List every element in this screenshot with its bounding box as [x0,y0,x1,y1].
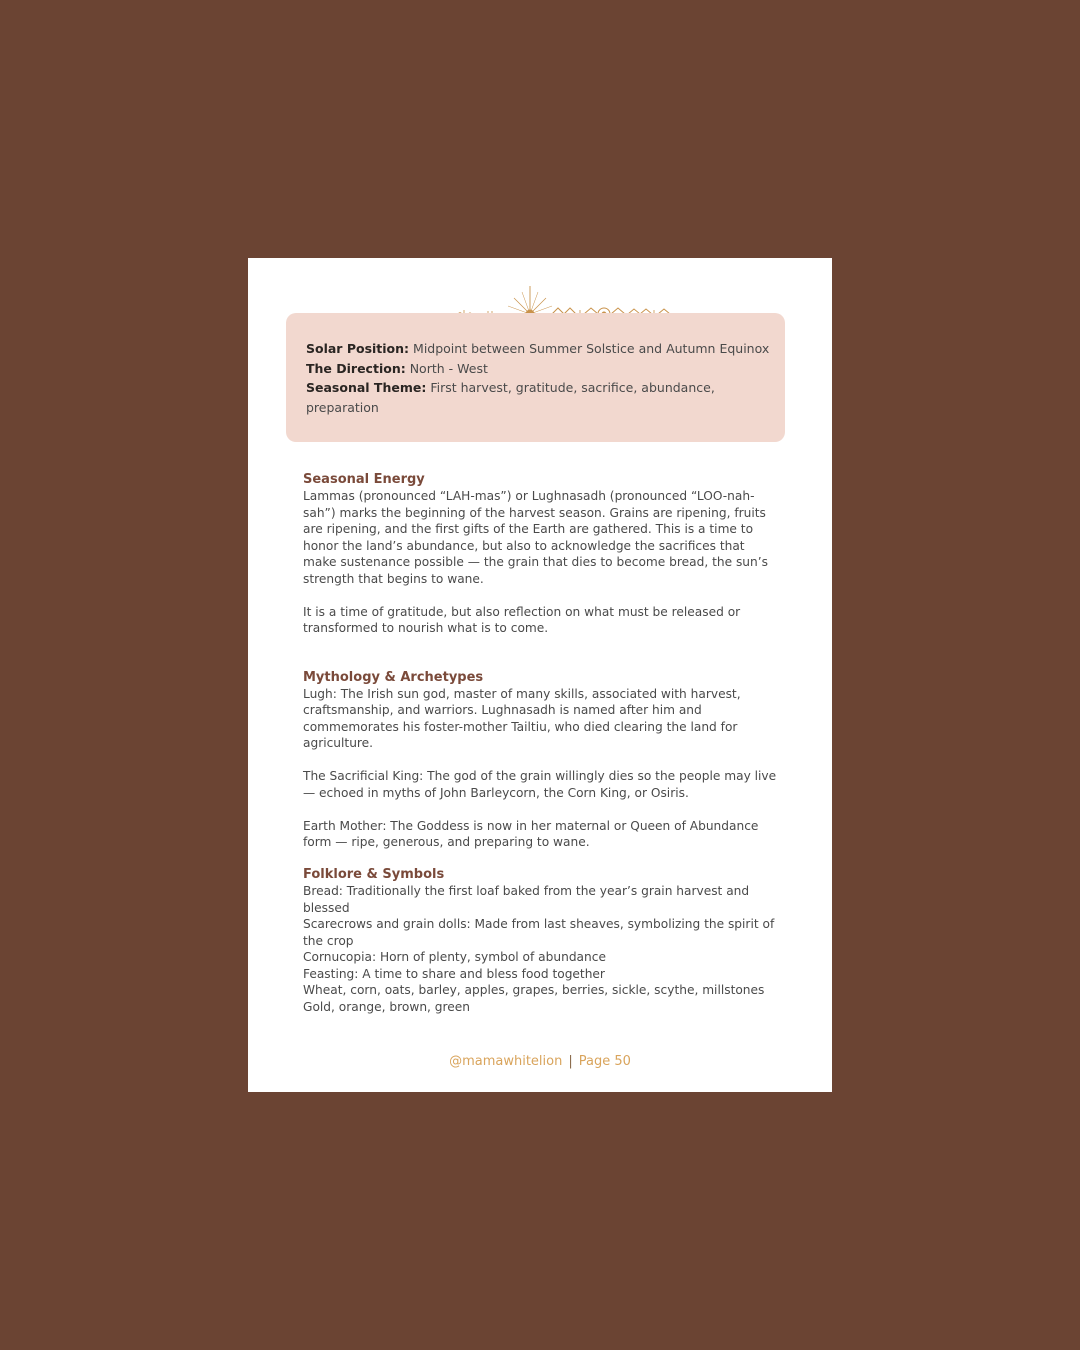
footer-handle: @mamawhitelion [449,1054,563,1069]
folklore-heading: Folklore & Symbols [303,867,445,882]
page-content [303,472,778,1015]
seasonal-theme-label: Seasonal Theme: [306,380,427,395]
document-page [248,258,832,1092]
info-box [286,313,785,442]
folklore-line: Cornucopia: Horn of plenty, symbol of abundance [303,950,606,964]
direction-value: North - West [409,360,488,376]
seasonal-energy-heading: Seasonal Energy [303,472,425,487]
seasonal-theme-value: First harvest, gratitude, sacrifice, abundance, preparation [306,380,715,415]
folklore-line: Feasting: A time to share and bless food together [303,966,605,981]
direction-line [306,359,771,379]
solar-position-value: Midpoint between Summer Solstice and Autumn Equinox [413,341,770,356]
seasonal-energy-paragraph-1: Lammas (pronounced “LAH-mas”) or Lughnasadh (pronounced “LOO-nah-sah”) marks the beginning of the harvest season. Grains are ripening, fruits are ripening, and the first gifts of the Earth are gathered. This is a time to honor the land’s abundance, but also to acknowledge the sacrifices that make sustenance possible — the grain that dies to become bread, the sun’s strength that begins to wane. [303,489,768,586]
mythology-paragraph-1: Lugh: The Irish sun god, master of many skills, associated with harvest, craftsmanship, and warriors. Lughnasadh is named after him and commemorates his foster-mother Tailtiu, who died clearing the land for agriculture. [303,686,741,750]
folklore-line: Scarecrows and grain dolls: Made from last sheaves, symbolizing the spirit of the crop [303,917,775,948]
mythology-paragraph-3: Earth Mother: The Goddess is now in her maternal or Queen of Abundance form — ripe, generous, and preparing to wane. [303,818,759,849]
footer-page-number: Page 50 [578,1054,631,1069]
solar-position-label: Solar Position: [306,341,410,356]
solar-position-line [306,339,771,359]
seasonal-theme-line [306,378,771,417]
folklore-line: Bread: Traditionally the first loaf baked from the year’s grain harvest and blessed [303,884,750,915]
seasonal-energy-paragraph-2: It is a time of gratitude, but also reflection on what must be released or transformed to nourish what is to come. [303,604,741,635]
direction-label: The Direction: [306,360,406,376]
mythology-heading: Mythology & Archetypes [303,669,484,685]
footer-separator: | [568,1054,573,1069]
mythology-paragraph-2: The Sacrificial King: The god of the grain willingly dies so the people may live — echoed in myths of John Barleycorn, the Corn King, or Osiris. [303,769,777,800]
folklore-line: Wheat, corn, oats, barley, apples, grapes, berries, sickle, scythe, millstones [303,983,765,997]
folklore-line: Gold, orange, brown, green [303,999,470,1014]
page-footer [248,1054,832,1070]
